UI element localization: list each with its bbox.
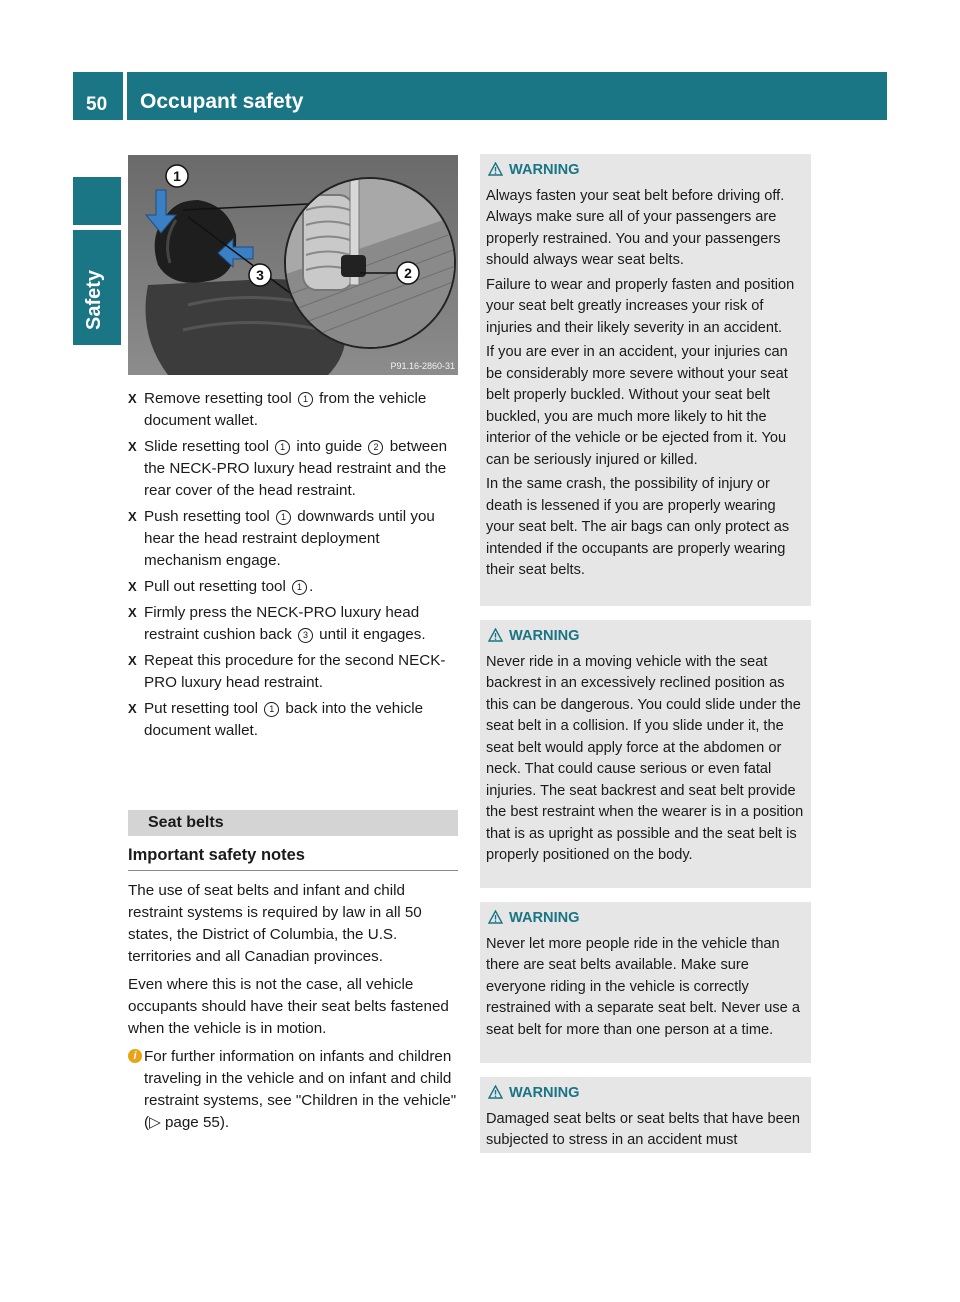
- step-item: X Repeat this procedure for the second NECK-PRO luxury head restraint.: [128, 652, 446, 691]
- callout-ref: 1: [298, 392, 313, 407]
- warning-heading: WARNING: [486, 1083, 806, 1105]
- page-number: 50: [86, 94, 108, 115]
- page-title: Occupant safety: [140, 90, 304, 113]
- step-item: X Remove resetting tool 1 from the vehicle document wallet.: [128, 390, 427, 429]
- step-item: X Put resetting tool 1 back into the vehicle document wallet.: [128, 700, 424, 739]
- instruction-steps: [128, 388, 458, 746]
- warning-triangle-icon: [488, 162, 503, 176]
- section-heading: Seat belts: [128, 810, 458, 836]
- info-note: i For further information on infants and children traveling in the vehicle and on infant and child restraint systems, see "Children in the vehicle" (▷ page 55).: [128, 1046, 458, 1134]
- paragraph: Even where this is not the case, all vehicle occupants should have their seat belts fastened when the vehicle is in motion.: [128, 976, 449, 1037]
- callout-ref: 1: [276, 510, 291, 525]
- page-ref-arrow-icon: ▷: [149, 1114, 161, 1131]
- step-arrow-icon: X: [128, 439, 137, 454]
- warning-triangle-icon: [488, 628, 503, 642]
- info-icon: i: [128, 1049, 142, 1063]
- warning-heading: WARNING: [486, 626, 806, 648]
- callout-ref: 2: [368, 440, 383, 455]
- callout-2: [397, 262, 419, 284]
- step-item: X Push resetting tool 1 downwards until you hear the head restraint deployment mechanism engage.: [128, 508, 435, 569]
- callout-ref: 1: [264, 702, 279, 717]
- subsection-heading: Important safety notes: [128, 846, 458, 871]
- paragraph: The use of seat belts and infant and child restraint systems is required by law in all 50 states, the District of Columbia, the U.S. territories and all Canadian provinces.: [128, 882, 422, 965]
- warning-triangle-icon: [488, 910, 503, 924]
- step-arrow-icon: X: [128, 701, 137, 716]
- step-arrow-icon: X: [128, 509, 137, 524]
- callout-1: [166, 165, 188, 187]
- warning-triangle-icon: [488, 1085, 503, 1099]
- step-item: X Firmly press the NECK-PRO luxury head restraint cushion back 3 until it engages.: [128, 604, 426, 643]
- step-item: X Pull out resetting tool 1 .: [128, 576, 458, 598]
- step-arrow-icon: X: [128, 579, 137, 594]
- warning-box: WARNING Never let more people ride in the vehicle than there are seat belts available. Make sure everyone riding in the vehicle is correctly restrained with a separate seat belt. Never use a seat belt for more than one person at a time.: [480, 902, 811, 1063]
- warning-box: WARNING Damaged seat belts or seat belts that have been subjected to stress in an accident must: [480, 1077, 811, 1153]
- sidebar-block: [73, 177, 121, 225]
- step-item: X Slide resetting tool 1 into guide 2 between the NECK-PRO luxury head restraint and the rear cover of the head restraint.: [128, 438, 448, 499]
- body-text: [128, 880, 458, 1140]
- svg-text:3: 3: [256, 267, 264, 283]
- head-restraint-figure: [128, 155, 458, 375]
- callout-ref: 1: [292, 580, 307, 595]
- warning-heading: WARNING: [486, 160, 806, 182]
- figure-code: P91.16-2860-31: [390, 361, 455, 371]
- head-restraint-illustration: [128, 155, 458, 375]
- step-arrow-icon: X: [128, 605, 137, 620]
- callout-ref: 3: [298, 628, 313, 643]
- step-arrow-icon: X: [128, 391, 137, 406]
- svg-text:2: 2: [404, 265, 412, 281]
- warning-box: WARNING Never ride in a moving vehicle with the seat backrest in an excessively reclined position as this can be dangerous. You could slide under the seat belt in a collision. If you slide under it, the seat belt would apply force at the abdomen or neck. That could cause serious or even fatal injuries. The seat backrest and seat belt provide the best restraint when the wearer is in a position that is as upright as possible and the seat belt is properly positioned on the body.: [480, 620, 811, 888]
- sidebar-section-label: Safety: [83, 269, 105, 330]
- callout-ref: 1: [275, 440, 290, 455]
- callout-3: [249, 264, 271, 286]
- svg-text:1: 1: [173, 168, 181, 184]
- header-divider: [123, 72, 127, 120]
- warning-heading: WARNING: [486, 908, 806, 930]
- step-arrow-icon: X: [128, 653, 137, 668]
- warning-box: WARNING Always fasten your seat belt before driving off. Always make sure all of your passengers are properly restrained. You and your passengers should always wear seat belts. Failure to wear and properly fasten and position your seat belt greatly increases your risk of injuries and their likely severity in an accident. If you are ever in an accident, your injuries can be considerably more severe without your seat belt properly buckled. Without your seat belt buckled, you are much more likely to hit the interior of the vehicle or be ejected from it. You can be seriously injured or killed. In the same crash, the possibility of injury or death is lessened if you are properly wearing your seat belt. The air bags can only protect as intended if the occupants are properly wearing their seat belts.: [480, 154, 811, 606]
